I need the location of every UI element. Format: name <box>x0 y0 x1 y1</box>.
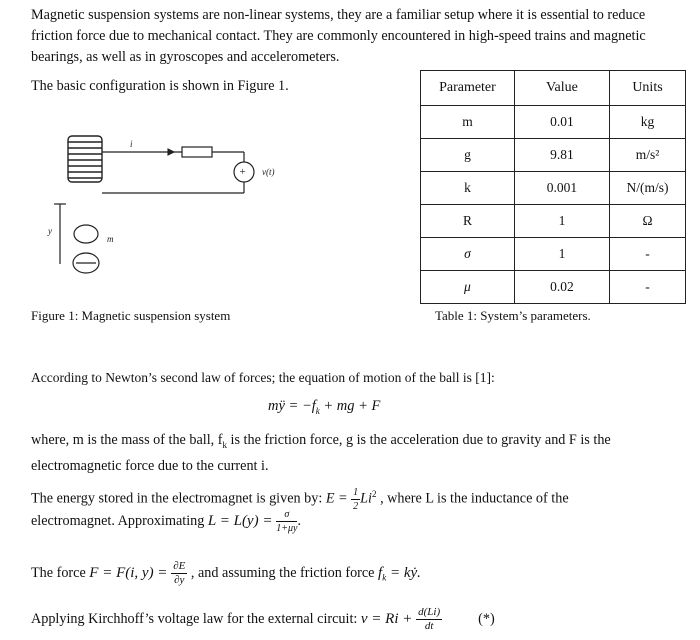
value-cell: 1 <box>514 238 609 271</box>
kirchhoff-line: Applying Kirchhoff’s voltage law for the external circuit: v = Ri + $\frac{d(Li)}{dt}$ (*) <box>31 606 495 632</box>
force-line: The force F = F(i, y) = $\frac{\partial E}{\partial y}$ , and assuming the friction force $f_k$ = kẏ. <box>31 560 421 586</box>
plus-label: + <box>239 166 246 178</box>
source-label: v(t) <box>262 167 275 177</box>
table-row <box>421 106 686 139</box>
energy-line-1: The energy stored in the electromagnet is given by: E = $\frac{1}{2}$ Li$^2$ , where L is the inductance of the <box>31 486 569 512</box>
units-cell: N/(m/s) <box>609 172 685 205</box>
electromagnet-coil-icon <box>68 136 102 182</box>
param-cell: μ <box>421 271 515 304</box>
param-cell: g <box>421 139 515 172</box>
header-parameter: Parameter <box>421 71 515 106</box>
param-cell: R <box>421 205 515 238</box>
where-paragraph: where, m is the mass of the ball, $f_k$ is the friction force, g is the acceleration due to gravity and F is the electromagnetic force due to the current i. <box>31 432 611 474</box>
newton-intro: According to Newton’s second law of forces; the equation of motion of the ball is [1]: <box>31 370 495 385</box>
table-caption: Table 1: System’s parameters. <box>435 308 591 323</box>
header-units: Units <box>609 71 685 106</box>
table-header-row <box>421 71 686 106</box>
equation-tag: (*) <box>478 610 495 627</box>
table-row <box>421 238 686 271</box>
units-cell: Ω <box>609 205 685 238</box>
parameters-table <box>420 70 686 304</box>
param-cell: k <box>421 172 515 205</box>
magnetic-suspension-figure <box>40 118 320 288</box>
mass-label: m <box>107 234 114 244</box>
units-cell: - <box>609 238 685 271</box>
basic-config-text: The basic configuration is shown in Figure 1. <box>31 78 289 94</box>
value-cell: 0.01 <box>514 106 609 139</box>
resistor-icon <box>182 147 212 157</box>
table-row <box>421 172 686 205</box>
value-cell: 0.02 <box>514 271 609 304</box>
param-cell: m <box>421 106 515 139</box>
table-row <box>421 271 686 304</box>
value-cell: 9.81 <box>514 139 609 172</box>
ball-icon <box>74 225 98 243</box>
table-row <box>421 205 686 238</box>
units-cell: - <box>609 271 685 304</box>
position-label: y <box>48 226 52 236</box>
intro-paragraph: Magnetic suspension systems are non-linear systems, they are a familiar setup where it is essential to reduce friction force due to mechanical contact. They are commonly encountered in high-speed trains and magnetic bearings, as well as in gyroscopes and accelerometers. <box>31 7 646 65</box>
current-label: i <box>130 139 133 149</box>
header-value: Value <box>514 71 609 106</box>
param-cell: σ <box>421 238 515 271</box>
figure-caption: Figure 1: Magnetic suspension system <box>31 308 231 323</box>
value-cell: 0.001 <box>514 172 609 205</box>
units-cell: m/s² <box>609 139 685 172</box>
value-cell: 1 <box>514 205 609 238</box>
units-cell: kg <box>609 106 685 139</box>
equation-of-motion: mÿ = $-f_k$ + mg + F <box>268 398 381 416</box>
current-arrow-icon <box>150 149 174 155</box>
table-row <box>421 139 686 172</box>
energy-line-2: electromagnet. Approximating L = L(y) = $\frac{\sigma}{1+\mu y}$ . <box>31 509 301 534</box>
